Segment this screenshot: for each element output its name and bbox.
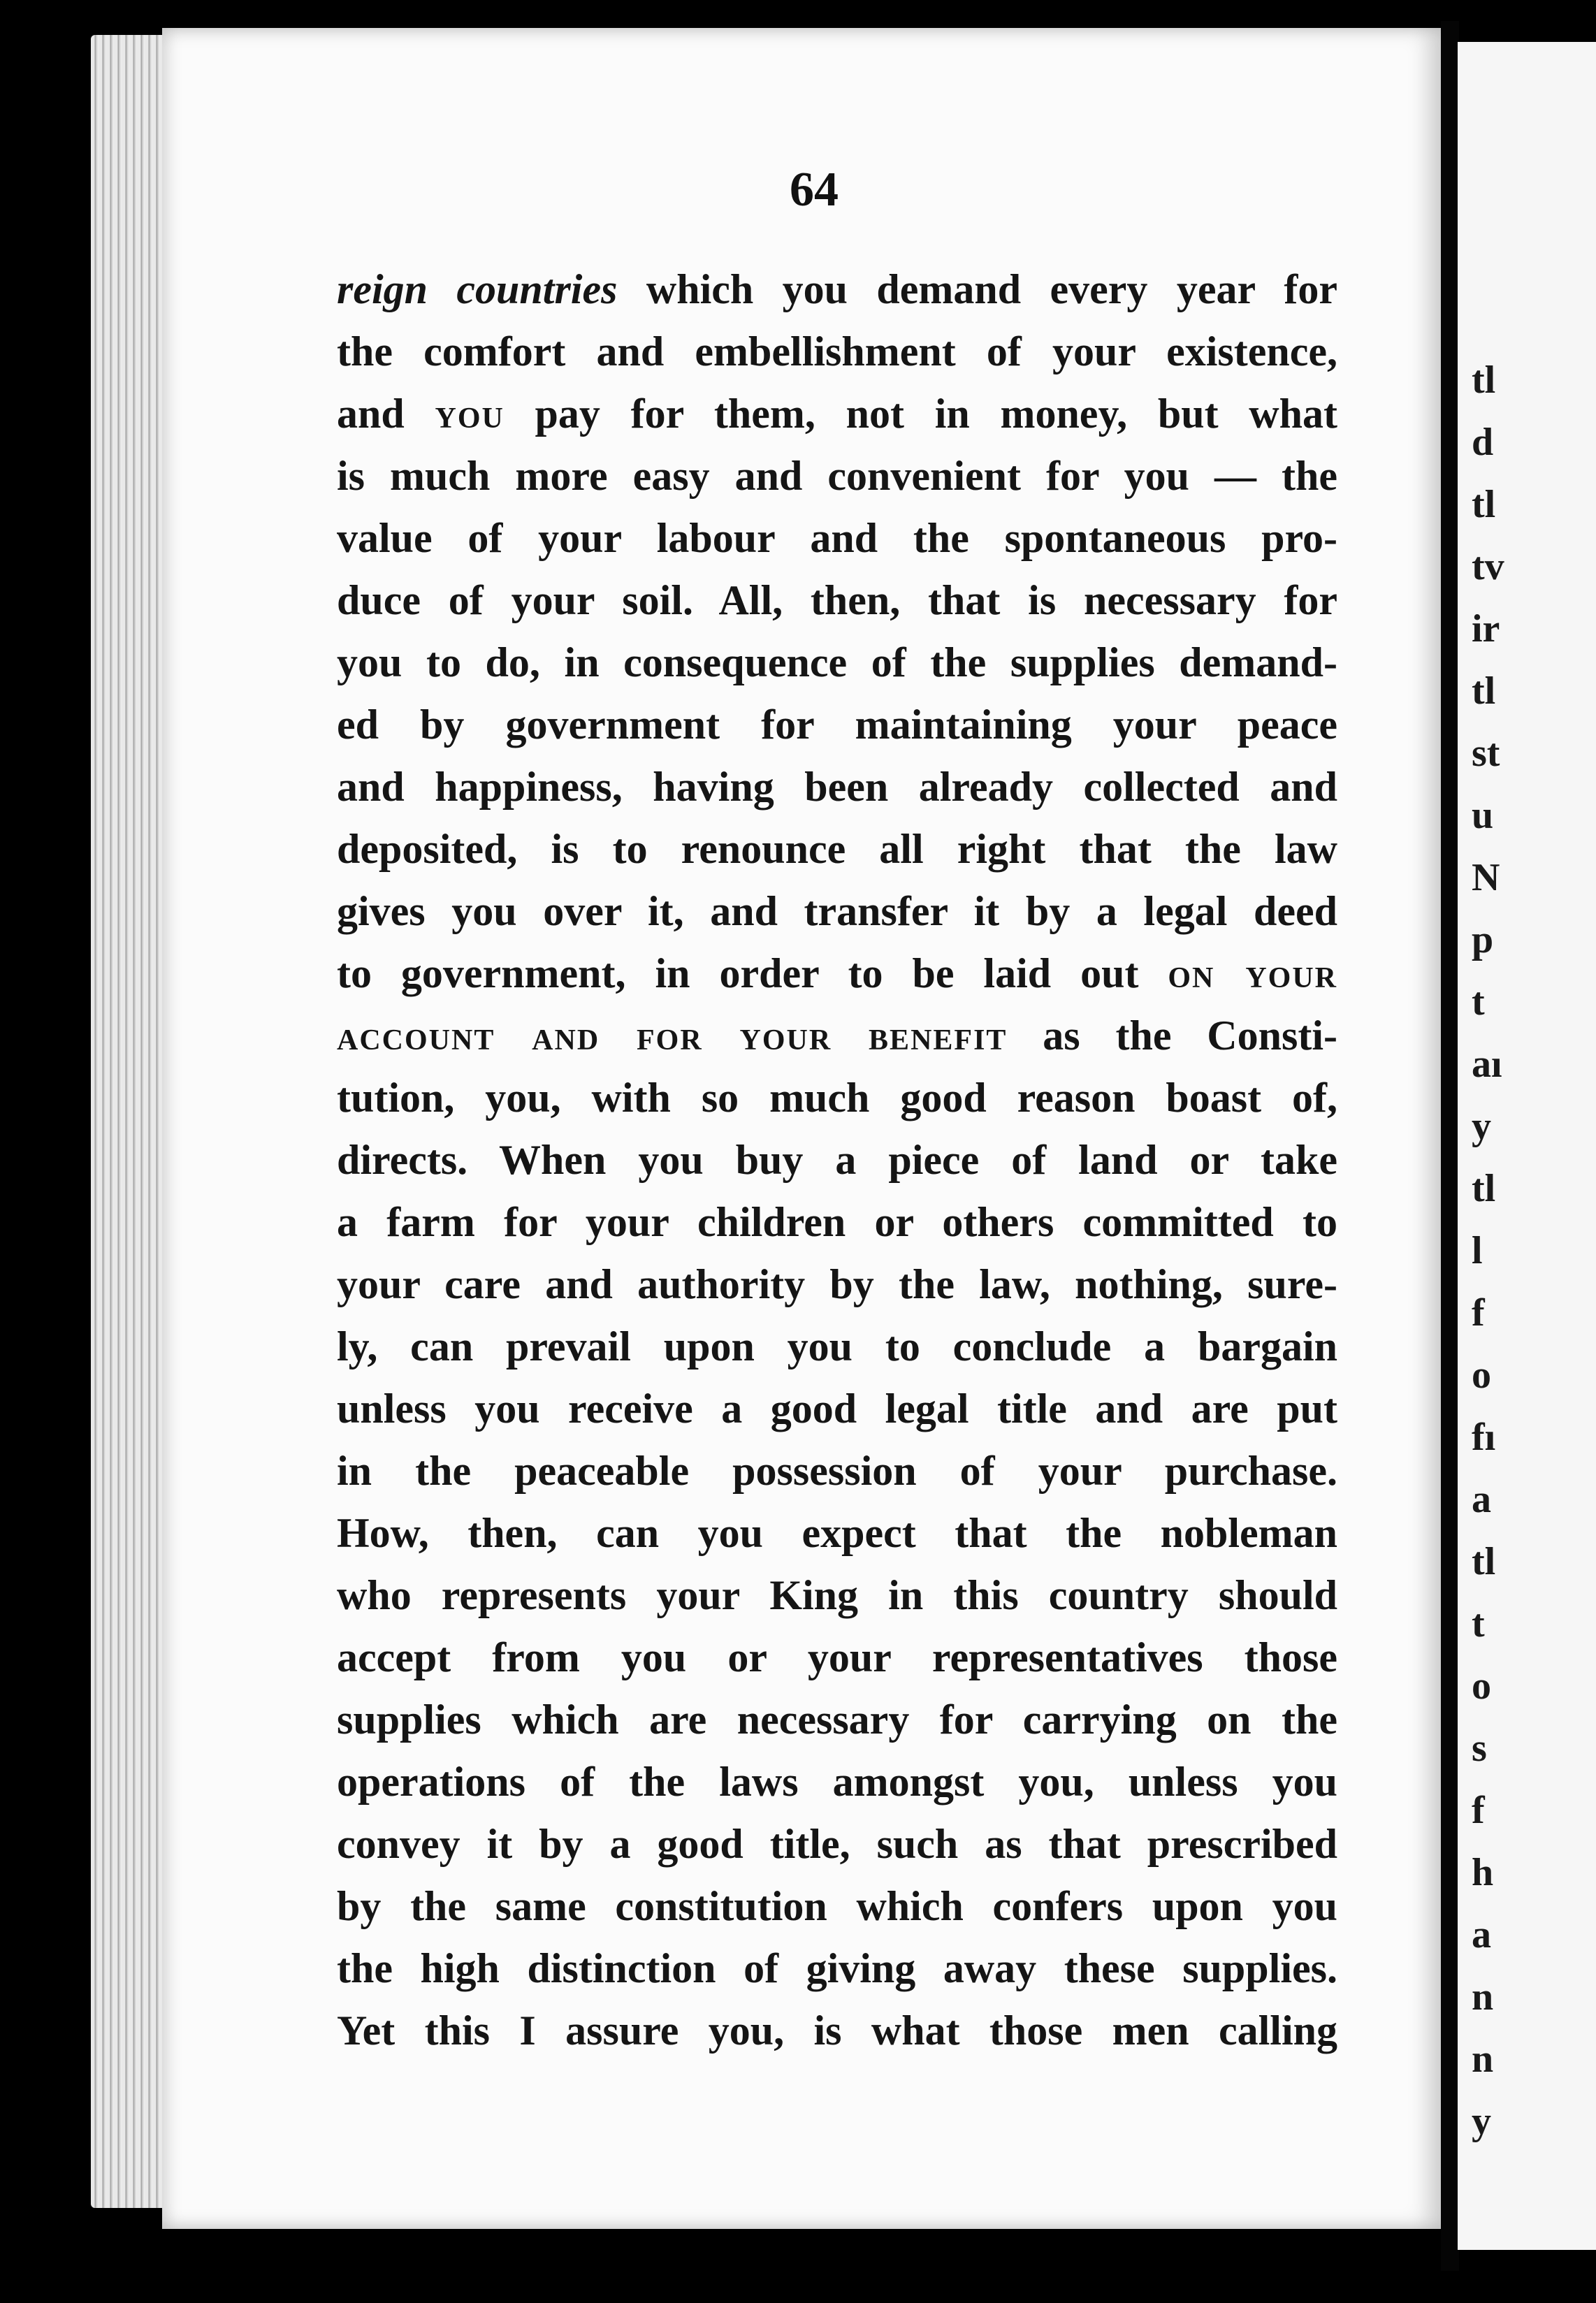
- line-segment: and happiness, having been already collected and: [337, 764, 1337, 810]
- text-line: [337, 1254, 1337, 1316]
- right-page-fragment: N: [1472, 856, 1500, 899]
- line-segment: How, then, can you expect that the nobleman: [337, 1510, 1337, 1556]
- right-page-fragment: t: [1472, 980, 1485, 1024]
- text-line: [337, 1627, 1337, 1689]
- text-line: [337, 1751, 1337, 1813]
- text-line: [337, 1129, 1337, 1191]
- line-segment: Yet this I assure you, is what those men calling: [337, 2007, 1337, 2054]
- line-segment: duce of your soil. All, then, that is necessary for: [337, 577, 1337, 623]
- text-line: [337, 1440, 1337, 1502]
- right-page-fragment: a: [1472, 1913, 1491, 1956]
- text-line: [337, 1502, 1337, 1564]
- right-page-fragment: o: [1472, 1353, 1491, 1397]
- line-segment: which you demand every year for: [617, 266, 1338, 312]
- text-line: [337, 1938, 1337, 2000]
- line-segment: operations of the laws amongst you, unless you: [337, 1759, 1337, 1805]
- text-line: [337, 694, 1337, 756]
- line-segment: the high distinction of giving away these supplies.: [337, 1945, 1337, 1991]
- right-page-fragment: y: [1472, 2100, 1491, 2143]
- text-line: [337, 1689, 1337, 1751]
- text-line: [337, 632, 1337, 694]
- right-page-fragment: y: [1472, 1105, 1491, 1148]
- line-segment: a farm for your children or others committed to: [337, 1199, 1337, 1245]
- right-page-fragment: u: [1472, 794, 1494, 837]
- right-page-fragment: tl: [1472, 1540, 1496, 1583]
- right-page-fragment: st: [1472, 732, 1500, 775]
- line-segment: is much more easy and convenient for you — the: [337, 453, 1337, 499]
- book-gutter: [1441, 21, 1459, 2271]
- line-segment: directs. When you buy a piece of land or take: [337, 1137, 1337, 1183]
- line-segment: your care and authority by the law, nothing, sure-: [337, 1261, 1337, 1307]
- text-line: [337, 1005, 1337, 1067]
- right-page-fragment: n: [1472, 1975, 1494, 2019]
- text-line: [337, 1564, 1337, 1627]
- right-page-fragment: f: [1472, 1291, 1485, 1335]
- text-line: [337, 259, 1337, 321]
- right-page-fragment: tl: [1472, 669, 1496, 713]
- right-page-fragment: f: [1472, 1789, 1485, 1832]
- line-segment: deposited, is to renounce all right that the law: [337, 826, 1337, 872]
- right-page-fragment: p: [1472, 918, 1494, 961]
- right-page-fragment: tl: [1472, 483, 1496, 526]
- right-page-fragment: aı: [1472, 1042, 1502, 1086]
- text-line: [337, 1875, 1337, 1938]
- text-line: [337, 383, 1337, 445]
- right-page-fragment: tl: [1472, 358, 1496, 402]
- text-line: [337, 1316, 1337, 1378]
- right-page-fragment: tv: [1472, 545, 1504, 588]
- line-segment: accept from you or your representatives those: [337, 1634, 1337, 1680]
- line-segment: supplies which are necessary for carrying on the: [337, 1697, 1337, 1743]
- line-segment: to government, in order to be laid out: [337, 950, 1168, 996]
- right-page-partial: [1458, 42, 1596, 2250]
- text-line: [337, 507, 1337, 569]
- text-line: [337, 756, 1337, 818]
- line-segment: the comfort and embellishment of your existence,: [337, 328, 1337, 375]
- text-line: [337, 1378, 1337, 1440]
- line-segment: ly, can prevail upon you to conclude a bargain: [337, 1323, 1337, 1370]
- text-line: [337, 1067, 1337, 1129]
- small-caps-text: on your: [1168, 950, 1337, 996]
- line-segment: and: [337, 391, 435, 437]
- small-caps-text: account and for your benefit: [337, 1012, 1008, 1059]
- right-page-fragment: s: [1472, 1727, 1487, 1770]
- text-line: [337, 1191, 1337, 1254]
- right-page-fragment: ir: [1472, 607, 1500, 651]
- small-caps-text: you: [435, 391, 505, 437]
- right-page-fragment: h: [1472, 1851, 1494, 1894]
- right-page-fragment: fı: [1472, 1416, 1496, 1459]
- right-page-fragment: d: [1472, 421, 1494, 464]
- line-segment: pay for them, not in money, but what: [504, 391, 1337, 437]
- right-page-fragment: t: [1472, 1602, 1485, 1645]
- text-line: [337, 818, 1337, 880]
- line-segment: gives you over it, and transfer it by a legal deed: [337, 888, 1337, 934]
- line-segment: by the same constitution which confers upon you: [337, 1883, 1337, 1929]
- text-line: [337, 445, 1337, 507]
- text-line: [337, 2000, 1337, 2062]
- line-segment: who represents your King in this country should: [337, 1572, 1337, 1618]
- right-page-fragments: [1458, 349, 1504, 2153]
- right-page-fragment: o: [1472, 1664, 1491, 1708]
- line-segment: convey it by a good title, such as that prescribed: [337, 1821, 1337, 1867]
- text-line: [337, 943, 1337, 1005]
- right-page-fragment: a: [1472, 1478, 1491, 1521]
- text-line: [337, 321, 1337, 383]
- line-segment: ed by government for maintaining your peace: [337, 702, 1337, 748]
- right-page-fragment: l: [1472, 1229, 1483, 1272]
- right-page-fragment: tl: [1472, 1167, 1496, 1210]
- line-segment: tution, you, with so much good reason boast of,: [337, 1075, 1337, 1121]
- line-segment: as the Consti-: [1007, 1012, 1337, 1059]
- text-line: [337, 569, 1337, 632]
- line-segment: unless you receive a good legal title and are put: [337, 1386, 1337, 1432]
- line-segment: value of your labour and the spontaneous pro-: [337, 515, 1337, 561]
- line-segment: in the peaceable possession of your purchase.: [337, 1448, 1337, 1494]
- line-segment: you to do, in consequence of the supplies demand-: [337, 639, 1337, 685]
- page-number: 64: [790, 163, 839, 217]
- body-text: [337, 259, 1337, 2062]
- right-page-fragment: n: [1472, 2037, 1494, 2081]
- text-line: [337, 1813, 1337, 1875]
- italic-text: reign countries: [337, 266, 618, 312]
- text-line: [337, 880, 1337, 943]
